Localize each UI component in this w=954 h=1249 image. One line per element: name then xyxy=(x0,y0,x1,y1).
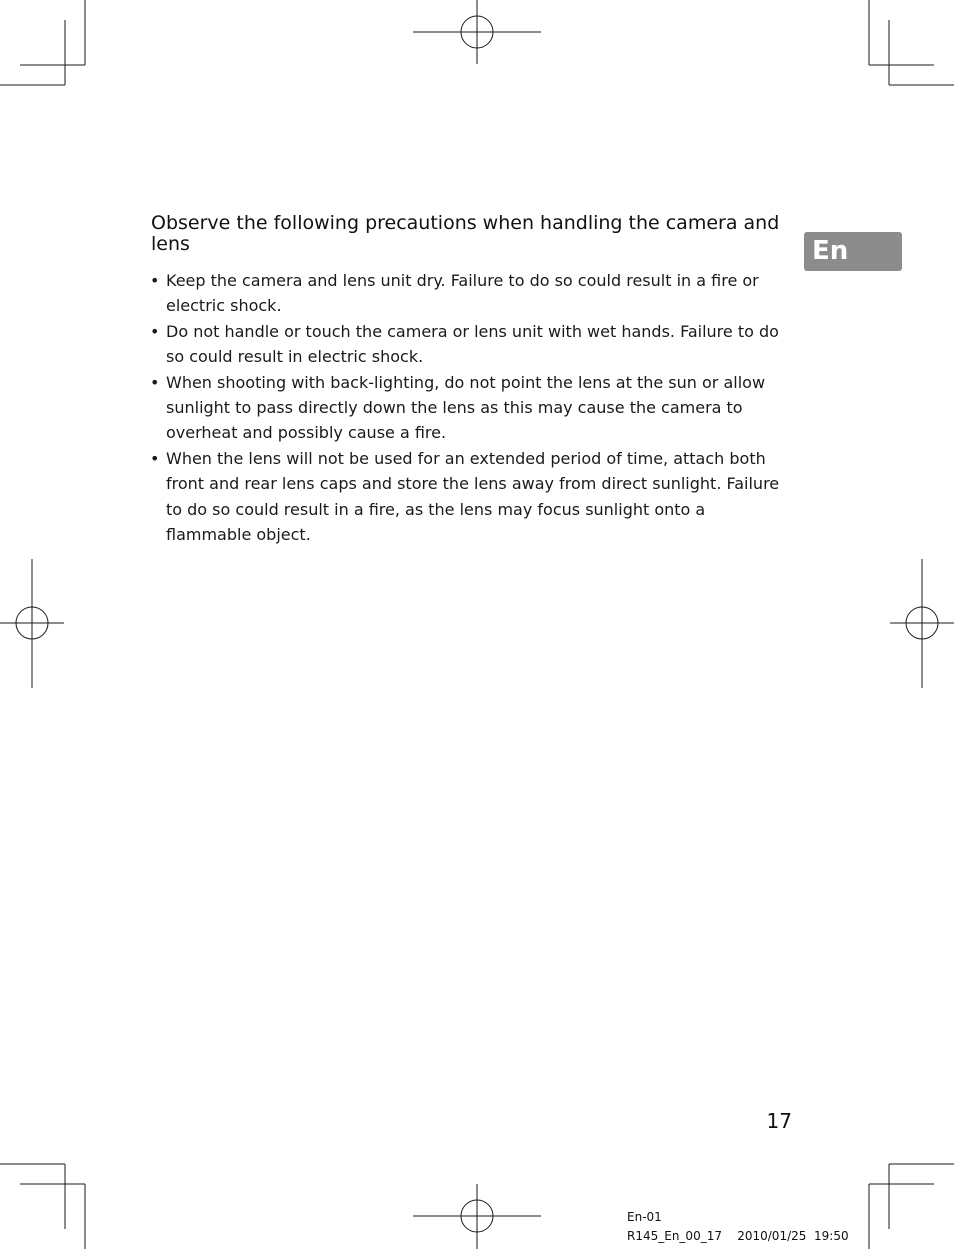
bullet-icon: • xyxy=(150,448,160,468)
list-item xyxy=(150,268,790,319)
language-tab: En xyxy=(804,232,902,271)
section-heading: Observe the following precautions when handling the camera and lens xyxy=(151,212,780,255)
print-slug-line-1: En-01 xyxy=(627,1210,662,1224)
list-item xyxy=(150,446,790,548)
list-item-text: Keep the camera and lens unit dry. Failure to do so could result in a fire or electric shock. xyxy=(166,271,759,316)
print-slug-line-2: R145_En_00_17 2010/01/25 19:50 xyxy=(627,1229,849,1243)
list-item-text: When shooting with back-lighting, do not point the lens at the sun or allow sunlight to pass directly down the lens as this may cause the camera to overheat and possibly cause a fire. xyxy=(166,372,766,443)
bullet-icon: • xyxy=(150,372,160,392)
bullet-icon: • xyxy=(150,271,160,290)
list-item xyxy=(150,319,790,370)
page-number: 17 xyxy=(766,1109,792,1133)
list-item xyxy=(150,370,790,446)
list-item-text: Do not handle or touch the camera or lens unit with wet hands. Failure to do so could result in electric shock. xyxy=(166,321,779,367)
precautions-list xyxy=(150,268,790,547)
list-item-text: When the lens will not be used for an extended period of time, attach both front and rear lens caps and store the lens away from direct sunlight. Failure to do so could result in a fire, as the lens may focus sunlight onto a flammable object. xyxy=(166,448,780,545)
bullet-icon: • xyxy=(150,321,160,341)
